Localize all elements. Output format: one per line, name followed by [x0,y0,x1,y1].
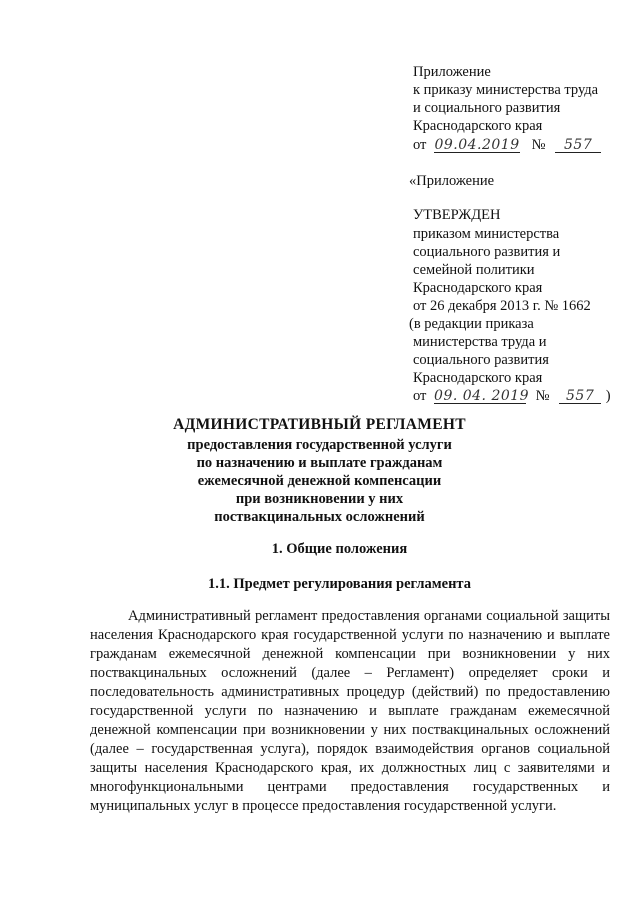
approval-line-4: Краснодарского края [413,280,543,296]
appendix-date-prefix: от [413,137,427,153]
regulation-title: АДМИНИСТРАТИВНЫЙ РЕГЛАМЕНТ [173,416,466,433]
appendix-date-handwritten: 09.04.2019 [434,137,520,153]
approval-opening: «Приложение [409,173,495,189]
appendix-line-3: и социального развития [413,100,561,116]
approval-line-9: Краснодарского края [413,370,543,386]
approval-number-handwritten: 557 [559,387,601,405]
body-paragraph: Административный регламент предоставления органами социальной защиты населения Краснодарского края государственной услуги по назначению и выплате гражданам ежемесячной денежной компенсации при возникновении у них поствакцинальных осложнений (далее – Регламент) определяет сроки и последовательность административных процедур (действий) по предоставлению государственной услуги по назначению и выплате гражданам ежемесячной денежной компенсации при возникновении у них поствакцинальных осложнений (далее – государственная услуга), порядок взаимодействия органов социальной защиты населения Краснодарского края, их должностных лиц с заявителями и многофункциональными центрами предоставления государственных и муниципальных услуг в процессе предоставления государственной услуги. [90,608,610,814]
appendix-line-1: Приложение [413,64,491,80]
approval-line-6: (в редакции приказа [409,316,534,332]
approval-date-line [413,387,611,405]
section-heading: 1. Общие положения [271,541,408,557]
appendix-line-2: к приказу министерства труда [413,82,599,98]
approval-line-8: социального развития [413,352,549,368]
appendix-date-line [413,136,601,154]
regulation-subtitle-4: при возникновении у них [235,491,404,507]
regulation-subtitle-1: предоставления государственной услуги [187,437,452,453]
approval-closing-paren: ) [605,388,611,404]
regulation-subtitle-3: ежемесячной денежной компенсации [197,473,442,489]
approval-line-7: министерства труда и [413,334,547,350]
appendix-number-prefix: № [531,137,546,153]
approval-line-1: приказом министерства [413,226,560,242]
regulation-subtitle-2: по назначению и выплате гражданам [196,455,443,471]
approval-date-handwritten: 09. 04. 2019 [434,388,530,404]
body-text [90,607,610,816]
appendix-number-handwritten: 557 [555,136,601,154]
approval-approved: УТВЕРЖДЕН [413,207,501,223]
regulation-subtitle-5: поствакцинальных осложнений [214,509,425,525]
approval-number-prefix: № [535,388,550,404]
approval-line-5: от 26 декабря 2013 г. № 1662 [413,298,591,314]
subsection-heading: 1.1. Предмет регулирования регламента [208,576,471,592]
approval-date-prefix: от [413,388,427,404]
approval-line-2: социального развития и [413,244,561,260]
appendix-line-4: Краснодарского края [413,118,543,134]
approval-line-3: семейной политики [413,262,535,278]
